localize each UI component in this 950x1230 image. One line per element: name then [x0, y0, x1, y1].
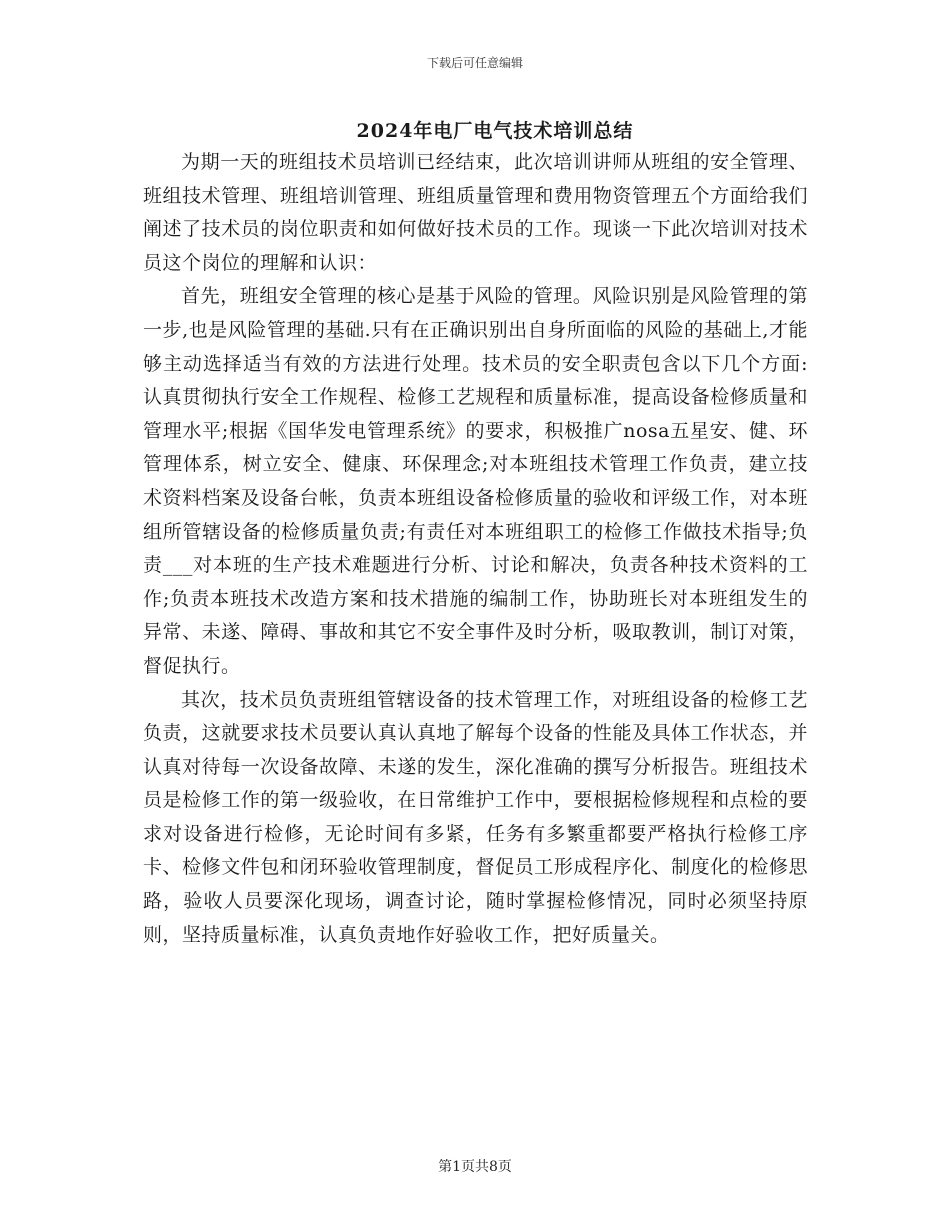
page-header: 下载后可任意编辑 [426, 56, 523, 70]
paragraph-intro: 为期一天的班组技术员培训已经结束，此次培训讲师从班组的安全管理、班组技术管理、班组培训管理、班组质量管理和费用物资管理五个方面给我们阐述了技术员的岗位职责和如何做好技术员的工作。现谈一下此次培训对技术员这个岗位的理解和认识： [143, 151, 808, 274]
paragraph-safety: 首先，班组安全管理的核心是基于风险的管理。风险识别是风险管理的第一步,也是风险管理的基础.只有在正确识别出自身所面临的风险的基础上,才能够主动选择适当有效的方法进行处理。技术员的安全职责包含以下几个方面:认真贯彻执行安全工作规程、检修工艺规程和质量标准，提高设备检修质量和管理水平;根据《国华发电管理系统》的要求，积极推广nosa五星安、健、环管理体系，树立安全、健康、环保理念;对本班组技术管理工作负责，建立技术资料档案及设备台帐，负责本班组设备检修质量的验收和评级工作，对本班组所管辖设备的检修质量负责;有责任对本班组职工的检修工作做技术指导;负责___对本班的生产技术难题进行分析、讨论和解决，负责各种技术资料的工作;负责本班技术改造方案和技术措施的编制工作，协助班长对本班组发生的异常、未遂、障碍、事故和其它不安全事件及时分析，吸取教训，制订对策，督促执行。 [143, 285, 808, 677]
document-body [143, 146, 808, 952]
page-number: 第1页共8页 [438, 1159, 512, 1175]
paragraph-technical: 其次，技术员负责班组管辖设备的技术管理工作，对班组设备的检修工艺负责，这就要求技术员要认真认真地了解每个设备的性能及具体工作状态，并认真对待每一次设备故障、未遂的发生，深化准确的撰写分析报告。班组技术员是检修工作的第一级验收，在日常维护工作中，要根据检修规程和点检的要求对设备进行检修，无论时间有多紧，任务有多繁重都要严格执行检修工序卡、检修文件包和闭环验收管理制度，督促员工形成程序化、制度化的检修思路，验收人员要深化现场，调查讨论，随时掌握检修情况，同时必须坚持原则，坚持质量标准，认真负责地作好验收工作，把好质量关。 [143, 688, 808, 946]
document-title: 2024年电厂电气技术培训总结 [356, 120, 634, 142]
